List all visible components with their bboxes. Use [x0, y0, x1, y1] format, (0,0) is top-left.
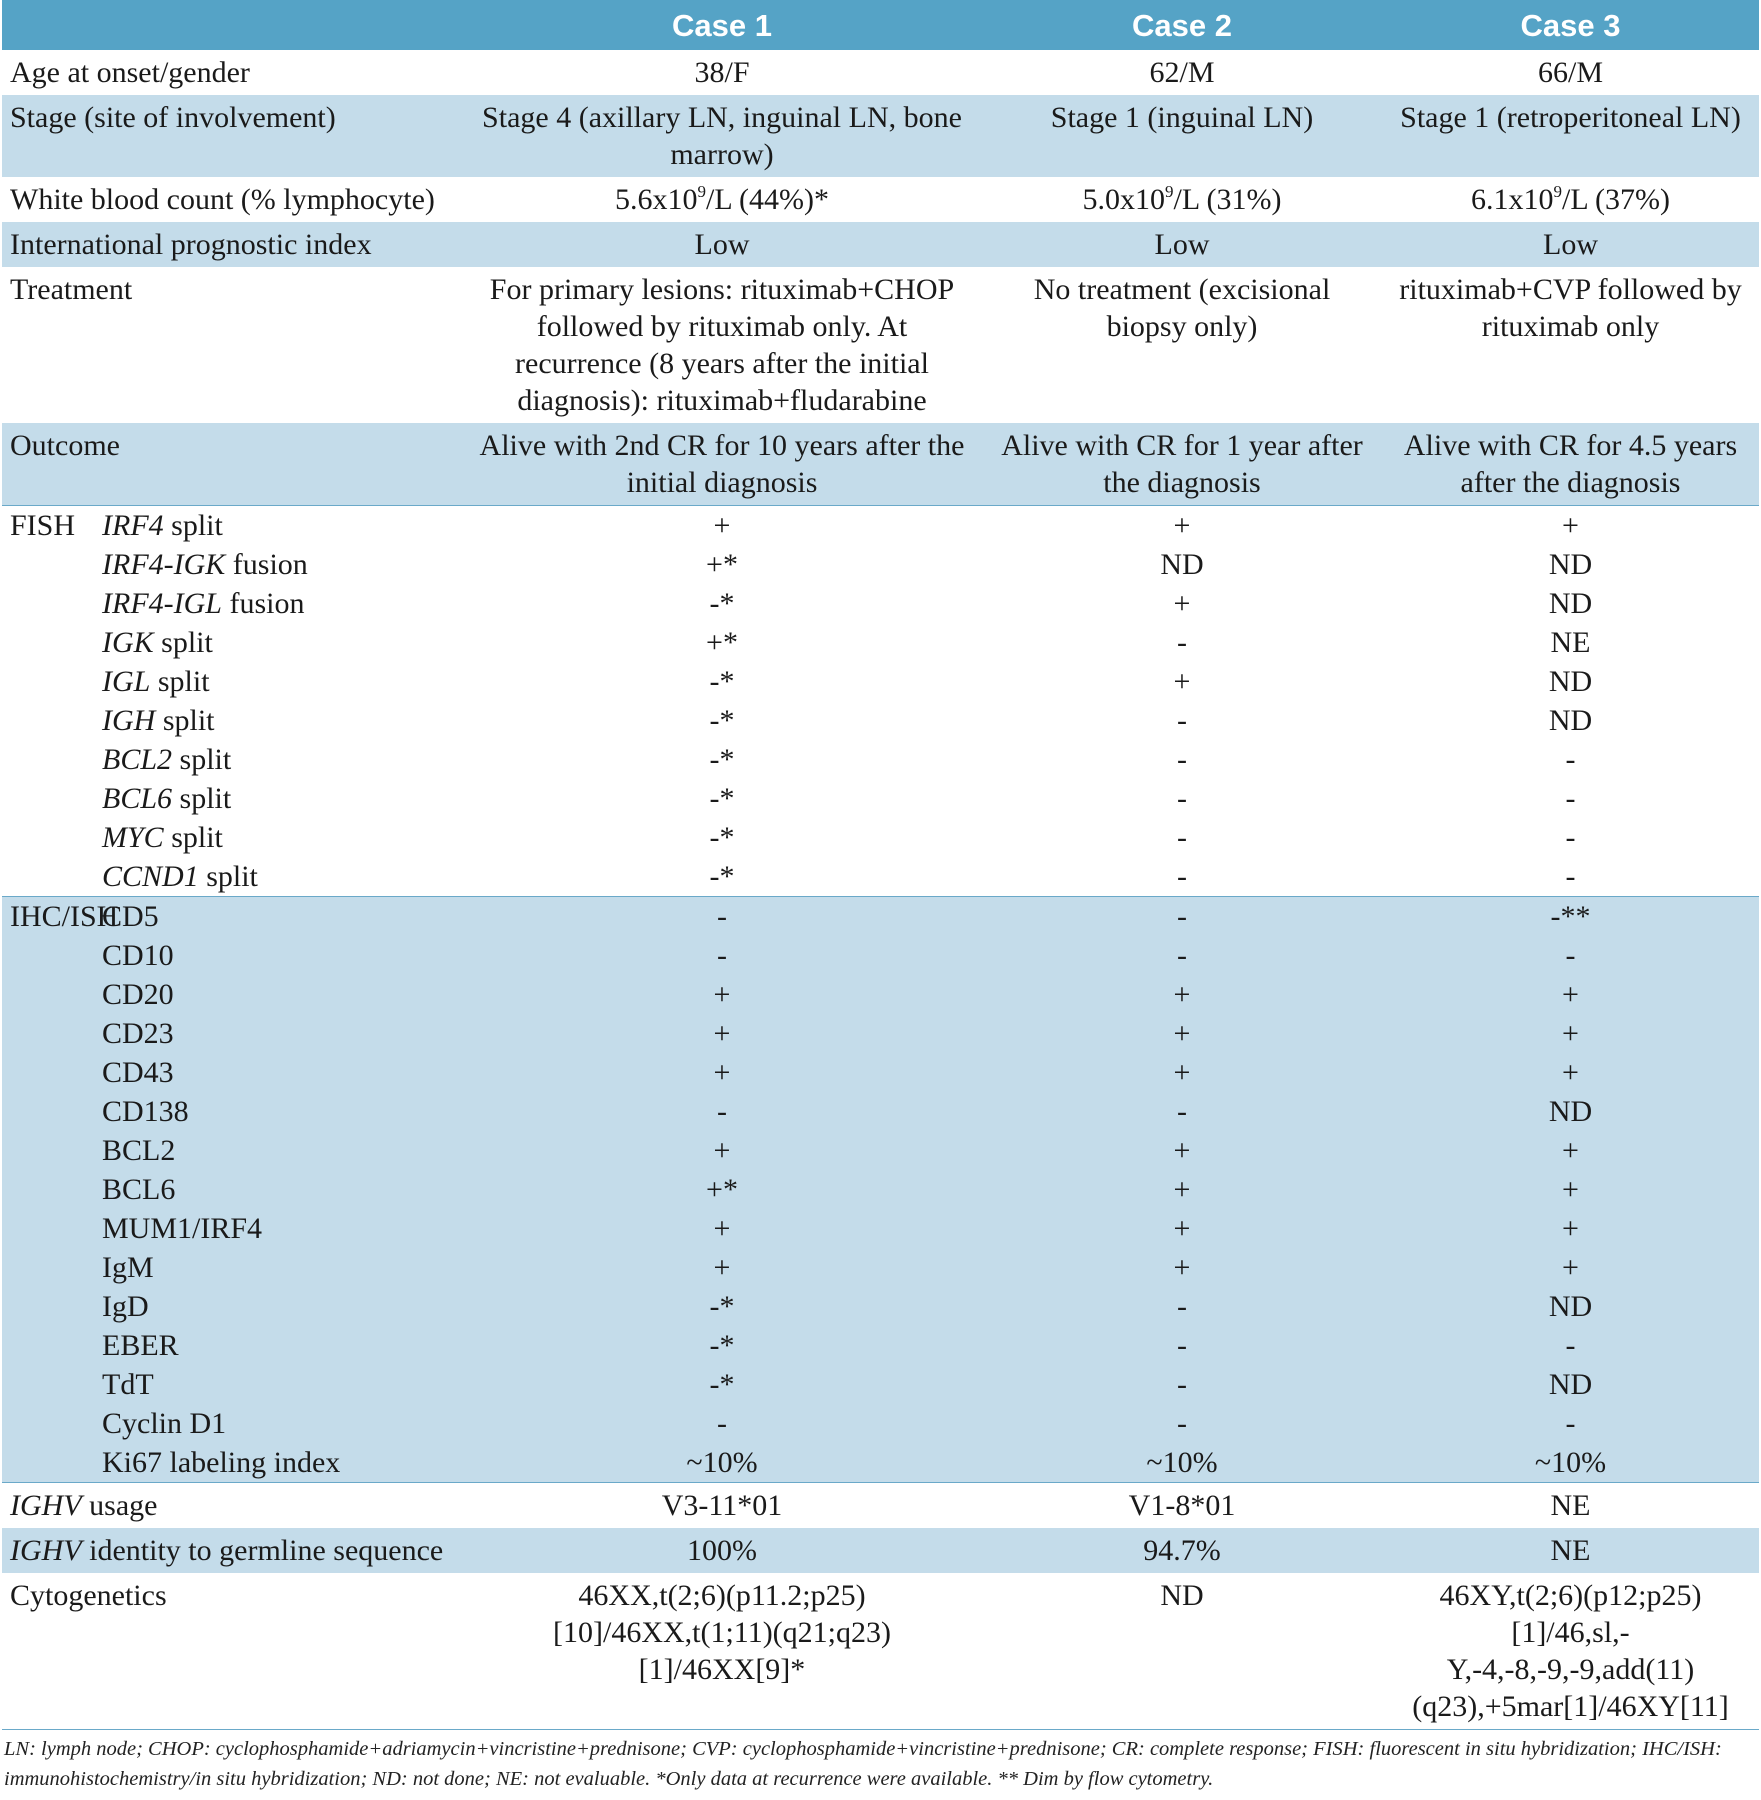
fish-label: [2, 779, 462, 818]
cell-case-2: [982, 177, 1382, 222]
ihc-label: [2, 1404, 462, 1443]
cell-case-3: NE: [1382, 1483, 1759, 1529]
table-row-age: [2, 50, 1759, 95]
cell-case-3: ND: [1548, 704, 1593, 737]
cell-case-2: -: [982, 897, 1382, 937]
probe-type: split: [198, 860, 258, 893]
cell-case-1: -*: [709, 782, 735, 815]
gene-name: IGK: [102, 626, 154, 659]
ihc-label: [2, 1014, 462, 1053]
fish-row: [2, 779, 1759, 818]
cell-case-1: -*: [709, 704, 735, 737]
probe-type: split: [172, 743, 232, 776]
cell-case-3: rituximab+CVP followed by rituximab only: [1399, 273, 1742, 343]
ihc-row: [2, 1170, 1759, 1209]
probe-type: split: [150, 665, 210, 698]
probe-type: split: [163, 821, 223, 854]
wbc-unit: /L (44%)*: [705, 183, 830, 216]
probe-type: split: [172, 782, 232, 815]
row-label: International prognostic index: [2, 222, 462, 267]
cell-case-3: +: [1382, 975, 1759, 1014]
fish-row: [2, 506, 1759, 546]
cell-case-1: 38/F: [694, 56, 750, 89]
cell-case-2: -: [982, 1287, 1382, 1326]
fish-label: [2, 818, 462, 857]
marker-name: Ki67 labeling index: [102, 1446, 341, 1479]
ihc-label: [2, 1092, 462, 1131]
cell-case-1: +: [462, 1053, 982, 1092]
marker-name: CD5: [102, 900, 159, 933]
cell-case-2: +: [1173, 587, 1191, 620]
cell-case-1: -*: [709, 665, 735, 698]
row-label: Age at onset/gender: [10, 56, 250, 89]
gene-name: CCND1: [102, 860, 199, 893]
cell-case-3: -**: [1382, 897, 1759, 937]
cell-case-1: Low: [462, 222, 982, 267]
group-label: IHC/ISH: [10, 900, 119, 933]
cell-case-3: ND: [1382, 1287, 1759, 1326]
ihc-row: [2, 897, 1759, 937]
fish-row: [2, 740, 1759, 779]
wbc-unit: /L (31%): [1173, 183, 1282, 216]
cell-case-2: 94.7%: [982, 1528, 1382, 1573]
cell-case-2: No treatment (excisional biopsy only): [1033, 273, 1331, 343]
cell-case-2: +: [1173, 665, 1191, 698]
cell-case-1: +: [462, 506, 982, 546]
ihc-label: [2, 1053, 462, 1092]
wbc-exponent: 9: [1164, 182, 1174, 201]
cell-case-1: +*: [706, 626, 738, 659]
ihc-row: [2, 1209, 1759, 1248]
marker-name: BCL6: [102, 1173, 176, 1206]
row-label: Outcome: [2, 423, 462, 506]
cell-case-1: -*: [709, 860, 735, 893]
table-row-treatment: [2, 267, 1759, 423]
ihc-label: [2, 1443, 462, 1483]
fish-label: [2, 662, 462, 701]
cell-case-2: -: [1177, 704, 1187, 737]
marker-name: CD138: [102, 1095, 189, 1128]
cell-case-1: -: [462, 936, 982, 975]
probe-type: fusion: [225, 548, 308, 581]
marker-name: CD10: [102, 939, 174, 972]
cell-case-1: +: [462, 975, 982, 1014]
marker-name: IgD: [102, 1290, 149, 1323]
gene-name: IGH: [102, 704, 156, 737]
cell-case-1: -*: [462, 1287, 982, 1326]
probe-type: split: [153, 626, 213, 659]
cell-case-3: -: [1565, 743, 1576, 776]
cell-case-1: +: [462, 1209, 982, 1248]
ihc-row: [2, 936, 1759, 975]
gene-name: IRF4-IGK: [102, 548, 226, 581]
header-blank: [2, 0, 462, 50]
table-header-row: [2, 0, 1759, 50]
cell-case-2: Low: [982, 222, 1382, 267]
cell-case-1: 46XX,t(2;6)(p11.2;p25)[10]/46XX,t(1;11)(q21;q23)[1]/46XX[9]*: [553, 1579, 891, 1686]
ihc-row: [2, 1326, 1759, 1365]
gene-name: IRF4-IGL: [102, 587, 222, 620]
row-label: White blood count (% lymphocyte): [10, 183, 435, 216]
cell-case-3: 46XY,t(2;6)(p12;p25)[1]/46,sl,-Y,-4,-8,-9,-9,add(11)(q23),+5mar[1]/46XY[11]: [1412, 1579, 1729, 1723]
ihc-label: [2, 1287, 462, 1326]
gene-name: BCL6: [102, 782, 173, 815]
ihc-label: [2, 897, 462, 937]
cell-case-1: Stage 4 (axillary LN, inguinal LN, bone marrow): [462, 95, 982, 177]
cell-case-3: +: [1382, 1209, 1759, 1248]
table-row-ighv-identity: [2, 1528, 1759, 1573]
ighv-gene: IGHV: [10, 1534, 82, 1567]
ihc-row: [2, 1248, 1759, 1287]
gene-name: IRF4: [102, 509, 164, 542]
ihc-section: [2, 897, 1759, 1483]
group-label: FISH: [10, 509, 76, 542]
table-row-ipi: [2, 222, 1759, 267]
ihc-row: [2, 1365, 1759, 1404]
ihc-row: [2, 1053, 1759, 1092]
cell-case-1: +: [462, 1014, 982, 1053]
cell-case-2: +: [982, 975, 1382, 1014]
cell-case-3: Stage 1 (retroperitoneal LN): [1382, 95, 1759, 177]
footnote-line-2: situ hybridization; IHC/ISH: immunohistochemistry/in situ hybridization; ND: not done; NE: not evaluable. *Only data at recurrence were available. ** Dim by flow cytometry.: [4, 1738, 1722, 1790]
probe-type: split: [163, 509, 223, 542]
wbc-value: 5.6x10: [614, 183, 698, 216]
cell-case-3: +: [1382, 506, 1759, 546]
cell-case-3: -: [1382, 1404, 1759, 1443]
cell-case-1: -*: [709, 821, 735, 854]
cell-case-2: -: [1177, 782, 1187, 815]
ihc-row: [2, 1287, 1759, 1326]
cell-case-1: -: [462, 1092, 982, 1131]
cell-case-1: -: [462, 897, 982, 937]
cell-case-3: -: [1565, 860, 1576, 893]
cell-case-2: +: [982, 1170, 1382, 1209]
cell-case-2: -: [982, 1365, 1382, 1404]
wbc-exponent: 9: [697, 182, 706, 201]
header-case-2: Case 2: [982, 0, 1382, 50]
cell-case-1: -*: [462, 1326, 982, 1365]
row-label: [2, 1528, 462, 1573]
fish-row: [2, 662, 1759, 701]
fish-label: [2, 506, 462, 546]
fish-row: [2, 545, 1759, 584]
ihc-label: [2, 1248, 462, 1287]
fish-row: [2, 818, 1759, 857]
cell-case-2: ND: [1160, 548, 1204, 581]
ighv-gene: IGHV: [10, 1489, 82, 1522]
cell-case-1: -*: [462, 1365, 982, 1404]
marker-name: BCL2: [102, 1134, 176, 1167]
ihc-label: [2, 1209, 462, 1248]
cell-case-2: Stage 1 (inguinal LN): [982, 95, 1382, 177]
cell-case-1: -*: [709, 587, 735, 620]
cell-case-3: Alive with CR for 4.5 years after the diagnosis: [1382, 423, 1759, 506]
marker-name: EBER: [102, 1329, 179, 1362]
cell-case-3: ND: [1382, 1092, 1759, 1131]
ihc-label: [2, 1131, 462, 1170]
cell-case-3: -: [1565, 782, 1576, 815]
gene-name: IGL: [102, 665, 151, 698]
marker-name: CD20: [102, 978, 174, 1011]
cell-case-2: 62/M: [1149, 56, 1215, 89]
cell-case-3: NE: [1550, 626, 1591, 659]
gene-name: BCL2: [102, 743, 173, 776]
wbc-unit: /L (37%): [1561, 183, 1671, 216]
table-row-cytogenetics: [2, 1573, 1759, 1729]
cell-case-3: +: [1382, 1131, 1759, 1170]
cell-case-3: +: [1382, 1053, 1759, 1092]
gene-name: MYC: [102, 821, 164, 854]
fish-label: [2, 623, 462, 662]
ihc-row: [2, 1014, 1759, 1053]
row-label: Stage (site of involvement): [2, 95, 462, 177]
cell-case-1: Alive with 2nd CR for 10 years after the initial diagnosis: [462, 423, 982, 506]
ihc-label: [2, 936, 462, 975]
marker-name: TdT: [102, 1368, 154, 1401]
cell-case-2: -: [1177, 821, 1187, 854]
cell-case-2: +: [982, 506, 1382, 546]
fish-section: [2, 506, 1759, 897]
fish-label: [2, 857, 462, 897]
cell-case-1: +: [462, 1248, 982, 1287]
cell-case-2: V1-8*01: [982, 1483, 1382, 1529]
marker-name: CD23: [102, 1017, 174, 1050]
ihc-label: [2, 1170, 462, 1209]
cell-case-3: -: [1382, 936, 1759, 975]
cell-case-1: ~10%: [462, 1443, 982, 1483]
cell-case-1: -*: [709, 743, 735, 776]
ihc-row: [2, 1131, 1759, 1170]
table-row-white-blood-count: [2, 177, 1759, 222]
cell-case-1: V3-11*01: [462, 1483, 982, 1529]
probe-type: split: [155, 704, 215, 737]
cell-case-3: +: [1382, 1248, 1759, 1287]
cell-case-1: +*: [462, 1170, 982, 1209]
cell-case-3: Low: [1382, 222, 1759, 267]
cell-case-2: +: [982, 1131, 1382, 1170]
table-row-stage: [2, 95, 1759, 177]
cell-case-2: -: [982, 1326, 1382, 1365]
cell-case-3: ND: [1548, 665, 1593, 698]
row-label: [2, 1483, 462, 1529]
cell-case-3: NE: [1382, 1528, 1759, 1573]
fish-label: [2, 584, 462, 623]
case-summary-table: [2, 0, 1759, 1729]
row-label: Cytogenetics: [10, 1579, 167, 1612]
cell-case-1: 100%: [462, 1528, 982, 1573]
cell-case-2: -: [982, 936, 1382, 975]
cell-case-3: ND: [1548, 548, 1593, 581]
cell-case-2: +: [982, 1053, 1382, 1092]
cell-case-1: +*: [706, 548, 738, 581]
cell-case-2: -: [982, 1404, 1382, 1443]
cell-case-1: +: [462, 1131, 982, 1170]
ihc-row: [2, 1404, 1759, 1443]
header-case-1: Case 1: [462, 0, 982, 50]
cell-case-1: For primary lesions: rituximab+CHOP followed by rituximab only. At recurrence (8 years after the initial diagnosis): rituximab+fludarabine: [489, 273, 955, 417]
fish-row: [2, 584, 1759, 623]
cell-case-2: -: [982, 1092, 1382, 1131]
ihc-label: [2, 1326, 462, 1365]
header-case-3: Case 3: [1382, 0, 1759, 50]
cell-case-3: -: [1565, 821, 1576, 854]
marker-name: IgM: [102, 1251, 154, 1284]
fish-label: [2, 545, 462, 584]
footnote-line-1: LN: lymph node; CHOP: cyclophosphamide+adriamycin+vincristine+prednisone; CVP: cyclophosphamide+vincristine+prednisone; CR: complete response; FISH: fluorescent in: [4, 1738, 1487, 1760]
cell-case-2: +: [982, 1248, 1382, 1287]
cell-case-2: ~10%: [982, 1443, 1382, 1483]
cell-case-1: -: [462, 1404, 982, 1443]
wbc-exponent: 9: [1553, 182, 1562, 201]
marker-name: Cyclin D1: [102, 1407, 227, 1440]
cell-case-3: ND: [1548, 587, 1593, 620]
cell-case-3: 66/M: [1537, 56, 1603, 89]
cell-case-3: -: [1382, 1326, 1759, 1365]
row-label: Treatment: [10, 273, 133, 306]
cell-case-2: +: [982, 1209, 1382, 1248]
ighv-label-rest: usage: [81, 1489, 158, 1522]
fish-row: [2, 857, 1759, 897]
ihc-row: [2, 1092, 1759, 1131]
fish-row: [2, 623, 1759, 662]
cell-case-2: -: [1177, 860, 1187, 893]
ihc-row: [2, 975, 1759, 1014]
table-footnote: [2, 1729, 1759, 1794]
ihc-label: [2, 975, 462, 1014]
cell-case-2: -: [1177, 743, 1187, 776]
cell-case-2: +: [982, 1014, 1382, 1053]
cell-case-3: +: [1382, 1170, 1759, 1209]
cell-case-2: Alive with CR for 1 year after the diagnosis: [982, 423, 1382, 506]
probe-type: fusion: [221, 587, 305, 620]
fish-row: [2, 701, 1759, 740]
cell-case-1: [462, 177, 982, 222]
cell-case-3: ~10%: [1382, 1443, 1759, 1483]
ihc-row: [2, 1443, 1759, 1483]
clinical-table-figure: [2, 0, 1759, 1794]
ihc-label: [2, 1365, 462, 1404]
cell-case-3: +: [1382, 1014, 1759, 1053]
fish-label: [2, 701, 462, 740]
marker-name: CD43: [102, 1056, 174, 1089]
wbc-value: 5.0x10: [1082, 183, 1165, 216]
table-row-outcome: [2, 423, 1759, 506]
cell-case-3: ND: [1382, 1365, 1759, 1404]
cell-case-2: ND: [1160, 1579, 1204, 1612]
table-row-ighv-usage: [2, 1483, 1759, 1529]
ighv-label-rest: identity to germline sequence: [81, 1534, 444, 1567]
wbc-value: 6.1x10: [1470, 183, 1554, 216]
cell-case-3: [1382, 177, 1759, 222]
marker-name: MUM1/IRF4: [102, 1212, 263, 1245]
fish-label: [2, 740, 462, 779]
cell-case-2: -: [1177, 626, 1187, 659]
